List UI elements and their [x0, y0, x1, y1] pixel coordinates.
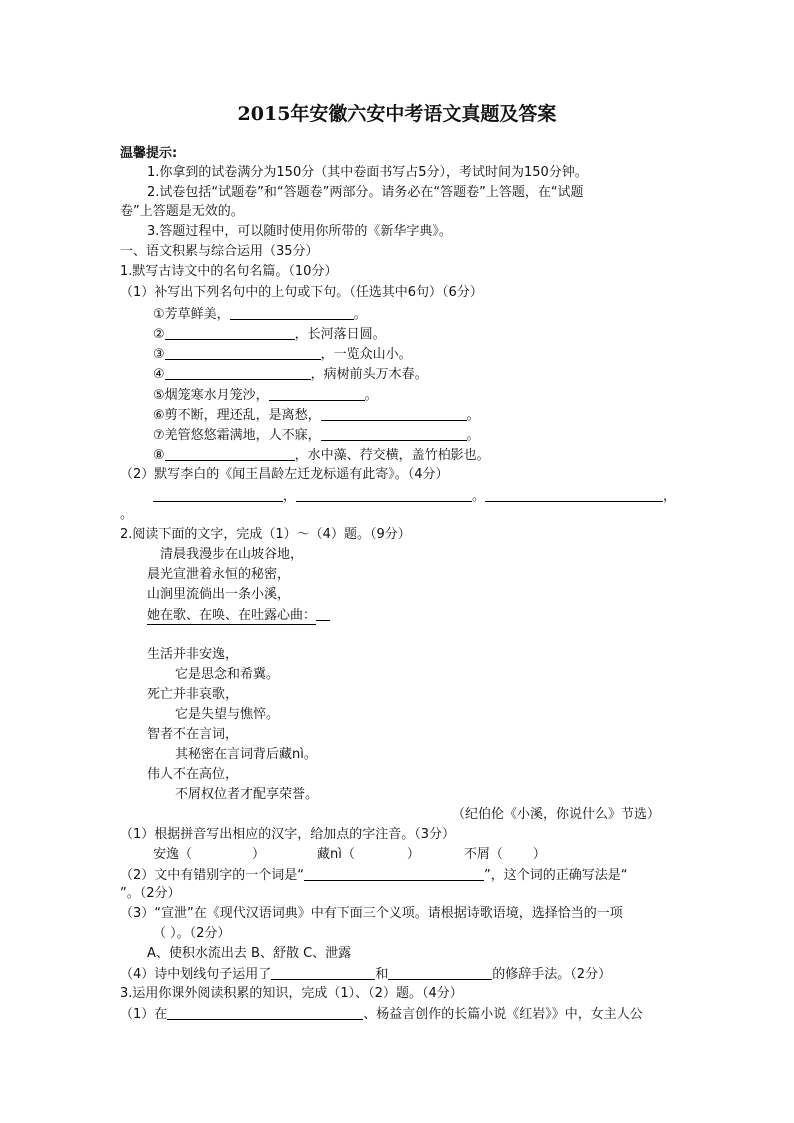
poem-line: 它是思念和希冀。 [175, 667, 280, 682]
question-sub: （2）默写李白的《闻王昌龄左迁龙标遥有此寄》。（4分） [120, 467, 449, 482]
fill-item-post: ，一览众山小。 [320, 347, 412, 362]
fill-item-pre: ③ [153, 347, 165, 362]
answer-blank[interactable] [321, 406, 467, 421]
question-text: 的修辞手法。（2分） [492, 967, 612, 982]
fill-item-pre: ② [153, 327, 165, 342]
fill-item-post: 。 [466, 408, 480, 423]
poem-line: 山涧里流倘出一条小溪， [147, 587, 291, 602]
answer-blank[interactable] [165, 446, 295, 461]
fill-item-post: ，水中藻、荇交横，盖竹柏影也。 [294, 448, 490, 463]
poem-line: 死亡并非哀歌， [147, 687, 239, 702]
fill-item [153, 325, 386, 344]
pinyin-item-close: ） [406, 847, 420, 862]
fill-item [153, 426, 480, 445]
question-sub [120, 965, 611, 984]
fill-item-post: 。 [353, 307, 367, 322]
answer-blank[interactable] [165, 345, 321, 360]
poem-line: 生活并非安逸， [147, 647, 239, 662]
fill-item-pre: ⑧ [153, 448, 165, 463]
question-text: （1）在 [120, 1007, 168, 1022]
answer-blank[interactable] [165, 325, 295, 340]
pinyin-item-close: ） [252, 847, 266, 862]
question-text: 、杨益言创作的长篇小说《红岩》》中，女主人公 [363, 1007, 643, 1022]
answer-blank[interactable] [165, 365, 311, 380]
fill-item-pre: ①芳草鲜美， [153, 307, 230, 322]
poem-line: 智者不在言词， [147, 727, 239, 742]
answer-blank[interactable] [304, 866, 484, 881]
question-text: ”。（2分） [120, 886, 181, 901]
page-title: 2015年安徽六安中考语文真题及答案 [237, 103, 557, 125]
fill-item [153, 386, 378, 405]
poem-line: 它是失望与憔悴。 [175, 707, 280, 722]
separator: 。 [472, 489, 486, 504]
section-heading: 一、语文积累与综合运用（35分） [120, 244, 319, 259]
poem-source: （纪伯伦《小溪，你说什么》节选） [452, 807, 661, 822]
question-sub [120, 1005, 643, 1024]
poem-line: 晨光宣泄着永恒的秘密， [147, 567, 291, 582]
separator: 。 [120, 507, 134, 522]
question-sub: （1）补写出下列名句中的上句或下句。（任选其中6句）（6分） [120, 285, 483, 300]
pinyin-item-label: 藏nì（ [317, 847, 355, 862]
answer-blank[interactable] [388, 965, 492, 980]
fill-item-post: 。 [466, 428, 480, 443]
question-text: （2）文中有错别字的一个词是“ [120, 868, 305, 883]
pinyin-item-label: 安逸（ [153, 847, 193, 862]
poem-line-underlined [147, 606, 330, 625]
fill-item [153, 345, 412, 364]
question-text: （4）诗中划线句子运用了 [120, 967, 272, 982]
choice-options: A、使积水流出去 B、舒散 C、泄露 [147, 946, 352, 961]
fill-item [153, 365, 428, 384]
tip-line: 2.试卷包括“试题卷”和“答题卷”两部分。请务必在“答题卷”上答题，在“试题 [147, 185, 584, 200]
poem-line: 清晨我漫步在山坡谷地， [160, 547, 304, 562]
question-title: 2.阅读下面的文字，完成（1）～（4）题。（9分） [120, 527, 411, 542]
question-sub: （1）根据拼音写出相应的汉字，给加点的字注音。（3分） [120, 827, 456, 842]
answer-blank[interactable] [269, 386, 365, 401]
fill-item-post: 。 [364, 388, 378, 403]
question-text: （ ）。（2分） [153, 926, 231, 941]
fill-item-post: ，病树前头万木春。 [310, 367, 428, 382]
answer-blank[interactable] [153, 487, 283, 502]
fill-item-pre: ⑦羌管悠悠霜满地，人不寐， [153, 428, 321, 443]
question-text: ”，这个词的正确写法是“ [484, 868, 628, 883]
fill-item-pre: ⑤烟笼寒水月笼沙， [153, 388, 269, 403]
pinyin-item-close: ） [532, 847, 546, 862]
pinyin-item-label: 不屑（ [463, 847, 503, 862]
tip-line: 卷”上答题是无效的。 [120, 204, 244, 219]
tips-heading: 温馨提示: [120, 146, 178, 161]
answer-blank[interactable] [485, 487, 663, 502]
question-title: 1.默写古诗文中的名句名篇。（10分） [120, 264, 338, 279]
pinyin-items [153, 846, 546, 864]
question-text: 和 [375, 967, 389, 982]
fill-item [153, 446, 490, 465]
underlined-text: 她在歌、在唤、在吐露心曲： [147, 608, 317, 623]
fill-item-pre: ④ [153, 367, 165, 382]
question-sub: （3）“宣泄”在《现代汉语词典》中有下面三个义项。请根据诗歌语境，选择恰当的一项 [120, 906, 623, 921]
answer-blank[interactable] [230, 305, 354, 320]
underline-tail [316, 606, 330, 621]
separator: ， [283, 489, 297, 504]
poem-line: 其秘密在言词背后藏nì。 [175, 747, 317, 762]
fill-item-post: ，长河落日圆。 [294, 327, 386, 342]
answer-blank[interactable] [296, 487, 472, 502]
poem-line: 不屑权位者才配享荣誉。 [175, 787, 319, 802]
question-sub [120, 866, 628, 885]
tip-line: 3.答题过程中，可以随时使用你所带的《新华字典》。 [147, 224, 452, 239]
poem-answer-line [153, 487, 676, 506]
fill-item-pre: ⑥剪不断，理还乱，是离愁， [153, 408, 321, 423]
fill-item [153, 305, 367, 324]
answer-blank[interactable] [321, 426, 467, 441]
question-title: 3.运用你课外阅读积累的知识，完成（1）、（2）题。（4分） [120, 986, 463, 1001]
poem-line: 伟人不在高位， [147, 767, 239, 782]
separator: ， [663, 489, 677, 504]
answer-blank[interactable] [271, 965, 375, 980]
answer-blank[interactable] [167, 1005, 363, 1020]
fill-item [153, 406, 480, 425]
tip-line: 1.你拿到的试卷满分为150分（其中卷面书写占5分），考试时间为150分钟。 [147, 165, 588, 180]
